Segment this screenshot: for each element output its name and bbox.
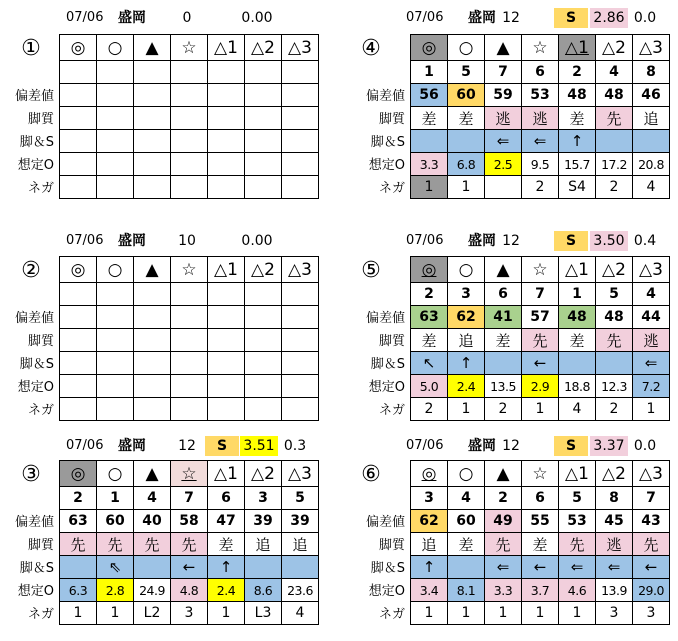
panel-header: [340, 8, 678, 28]
mark-hoshi: ☆: [522, 35, 559, 61]
deviation-row: 63 62 41 57 48 48 44: [411, 306, 670, 329]
diff: 0.4: [633, 233, 657, 249]
mark-taikou: ○: [448, 35, 485, 61]
label-deviation: 偏差値: [14, 89, 54, 104]
marks-row: ◎ ○ ▲ ☆ △1 △2 △3: [60, 461, 319, 487]
prediction-table: [59, 34, 319, 199]
odds-row: 3.4 8.1 3.3 3.7 4.6 13.9 29.0: [411, 579, 670, 602]
date: 07/06: [66, 10, 104, 25]
nega-row: 1 1 L2 3 1 L3 4: [60, 602, 319, 625]
venue: 盛岡: [118, 10, 146, 26]
mark-delta2: △2: [245, 35, 282, 61]
label-expected-odds: 想定O: [17, 158, 54, 173]
rank-badge: S: [205, 436, 239, 456]
mark-delta3: △3: [282, 35, 319, 61]
runner-count: 12: [178, 438, 196, 454]
row-labels: 偏差値 脚質 脚＆S 想定O ネガ: [365, 89, 405, 196]
label-negative: ネガ: [27, 181, 54, 196]
rank-badge: S: [554, 231, 588, 251]
race-number: ⑥: [361, 462, 381, 487]
arrow-row: [60, 352, 319, 375]
style-row: [60, 107, 319, 130]
race-number: ②: [21, 258, 41, 283]
rank-badge: S: [554, 436, 588, 456]
arrow-row: ↖ ↑ ← ⇐: [411, 352, 670, 375]
panel-header: [0, 231, 340, 251]
arrow-row: [60, 130, 319, 153]
row-labels: 偏差値 脚質 脚＆S 想定O ネガ: [365, 311, 405, 418]
prediction-table: [59, 460, 319, 625]
venue: 盛岡: [118, 438, 146, 454]
race-number: ③: [21, 462, 41, 487]
mark-delta3: △3: [633, 35, 670, 61]
diff: 0.3: [283, 438, 307, 454]
nega-row: 1 1 2 S4 2 4: [411, 176, 670, 199]
style-row: 追 差 先 差 先 逃 先: [411, 533, 670, 556]
score: 3.50: [590, 231, 628, 251]
numbers-row: 2 1 4 7 6 3 5: [60, 487, 319, 510]
odds-row: 3.3 6.8 2.5 9.5 15.7 17.2 20.8: [411, 153, 670, 176]
odds-row: 6.3 2.8 24.9 4.8 2.4 8.6 23.6: [60, 579, 319, 602]
diff: 0.0: [633, 10, 657, 26]
prediction-table: [59, 256, 319, 421]
venue: 盛岡: [468, 10, 496, 26]
arrow-row: ↑ ⇐ ← ⇐ ⇐ ←: [411, 556, 670, 579]
numbers-row: [60, 61, 319, 84]
marks-row: [411, 35, 670, 61]
panel-header: [0, 436, 340, 456]
style-row: 先 先 先 先 差 追 追: [60, 533, 319, 556]
mark-honmei: ◎: [60, 35, 97, 61]
score: 3.51: [240, 436, 278, 456]
row-labels: [0, 85, 58, 200]
numbers-row: [60, 283, 319, 306]
mark-hoshi: ☆: [171, 35, 208, 61]
mark-delta2: △2: [596, 35, 633, 61]
style-row: 差 差 逃 逃 差 先 追: [411, 107, 670, 130]
odds-row: [60, 375, 319, 398]
numbers-row: 1 5 7 6 2 4 8: [411, 61, 670, 84]
runner-count: 12: [502, 438, 520, 454]
mark-honmei: ◎: [411, 35, 448, 61]
date: 07/06: [406, 438, 444, 453]
race-number: ④: [361, 36, 381, 61]
deviation-row: [60, 84, 319, 107]
nega-row: [60, 176, 319, 199]
runner-count: 0: [182, 10, 192, 26]
label-leg-speed: 脚＆S: [19, 135, 54, 150]
mark-delta1: △1: [208, 35, 245, 61]
arrow-row: ⇐ ⇐ ↑: [411, 130, 670, 153]
deviation-row: [60, 306, 319, 329]
date: 07/06: [406, 233, 444, 248]
deviation-row: 62 60 49 55 53 45 43: [411, 510, 670, 533]
prediction-table: [410, 460, 670, 625]
date: 07/06: [406, 10, 444, 25]
runner-count: 10: [178, 233, 196, 249]
score: 2.86: [590, 8, 628, 28]
mark-tanana: ▲: [485, 35, 522, 61]
deviation-row: 63 60 40 58 47 39 39: [60, 510, 319, 533]
marks-row: [60, 35, 319, 61]
odds-row: 5.0 2.4 13.5 2.9 18.8 12.3 7.2: [411, 375, 670, 398]
marks-row: ◎ ○ ▲ ☆ △1 △2 △3: [60, 257, 319, 283]
row-labels: 偏差値 脚質 脚＆S 想定O ネガ: [365, 515, 405, 622]
numbers-row: 2 3 6 7 1 5 4: [411, 283, 670, 306]
score: 3.37: [590, 436, 628, 456]
runner-count: 12: [502, 233, 520, 249]
style-row: [60, 329, 319, 352]
rank-badge: S: [554, 8, 588, 28]
label-running-style: 脚質: [27, 112, 54, 127]
style-row: 差 追 差 先 差 先 逃: [411, 329, 670, 352]
numbers-row: 3 4 2 6 5 8 7: [411, 487, 670, 510]
date: 07/06: [66, 233, 104, 248]
mark-tanana: ▲: [134, 35, 171, 61]
marks-row: ◎ ○ ▲ ☆ △1 △2 △3: [411, 461, 670, 487]
odds-row: [60, 153, 319, 176]
venue: 盛岡: [468, 233, 496, 249]
mark-delta1: △1: [559, 35, 596, 61]
arrow-row: ⇖ ← ↑: [60, 556, 319, 579]
venue: 盛岡: [118, 233, 146, 249]
venue: 盛岡: [468, 438, 496, 454]
score: 0.00: [241, 10, 273, 26]
nega-row: 1 1 1 1 1 3 3: [411, 602, 670, 625]
row-labels: 偏差値 脚質 脚＆S 想定O ネガ: [14, 515, 54, 622]
deviation-row: 56 60 59 53 48 48 46: [411, 84, 670, 107]
race-number: ①: [21, 36, 41, 61]
date: 07/06: [66, 438, 104, 453]
marks-row: ◎ ○ ▲ ☆ △1 △2 △3: [411, 257, 670, 283]
panel-header: [0, 8, 340, 28]
row-labels: 偏差値 脚質 脚＆S 想定O ネガ: [14, 311, 54, 418]
prediction-table: [410, 34, 670, 199]
diff: 0.0: [633, 438, 657, 454]
prediction-table: [410, 256, 670, 421]
race-number: ⑤: [361, 258, 381, 283]
mark-taikou: ○: [97, 35, 134, 61]
score: 0.00: [241, 233, 273, 249]
nega-row: 2 1 2 1 4 2 1: [411, 398, 670, 421]
runner-count: 12: [502, 10, 520, 26]
panel-header: [340, 231, 678, 251]
nega-row: [60, 398, 319, 421]
panel-header: [340, 436, 678, 456]
